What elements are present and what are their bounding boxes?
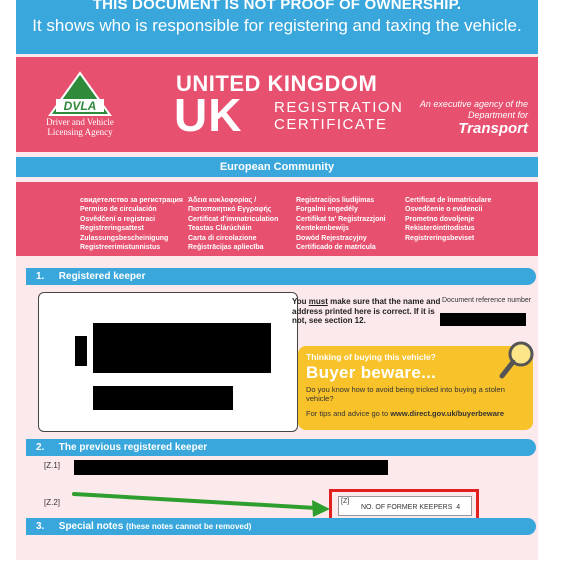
language-label: Zulassungsbescheinigung xyxy=(80,234,169,242)
former-keepers-value: 4 xyxy=(456,504,461,511)
title-registration: REGISTRATION xyxy=(274,99,404,116)
european-community-bar: European Community xyxy=(16,157,538,177)
language-label: Teastas Clárúcháin xyxy=(188,225,252,233)
title-certificate: CERTIFICATE xyxy=(274,116,388,133)
z2-label: [Z.2] xyxy=(44,498,61,507)
language-label: Πιστοποιητικό Εγγραφής xyxy=(188,206,272,214)
buyer-body: Do you know how to avoid being tricked into buying a stolen vehicle? xyxy=(306,385,505,403)
ownership-banner xyxy=(16,0,538,54)
language-label: Forgalmi engedély xyxy=(296,206,358,214)
agency-line-1: An executive agency of the xyxy=(419,99,528,109)
banner-line-2: It shows who is responsible for registering and taxing the vehicle. xyxy=(32,16,522,35)
language-label: Osvedčenie o evidencii xyxy=(405,206,483,214)
logo-caption-2: Licensing Agency xyxy=(47,127,113,137)
logo-text: DVLA xyxy=(63,99,97,113)
language-label: Registreringsbeviset xyxy=(405,234,475,242)
language-label: Permiso de circulación xyxy=(80,206,157,214)
section-2-header xyxy=(26,439,536,456)
language-label: Registreerimistunnistus xyxy=(80,244,161,252)
section-3-header xyxy=(26,518,536,535)
buyer-question: Thinking of buying this vehicle? xyxy=(306,352,436,362)
language-label: Osvědčení o registraci xyxy=(80,215,156,223)
redacted-name xyxy=(93,323,271,373)
redacted-previous-keeper xyxy=(74,460,388,475)
section-1-header xyxy=(26,268,536,285)
section-3-title: Special notes xyxy=(58,521,124,532)
language-label: Certifikat ta' Reġistrazzjoni xyxy=(296,215,386,223)
agency-text xyxy=(420,99,528,137)
language-label: Reģistrācijas apliecība xyxy=(188,244,264,252)
language-column-3 xyxy=(296,196,386,252)
language-label: Registreringsattest xyxy=(80,225,144,233)
language-label: Carta di circolazione xyxy=(188,234,257,242)
language-label: Rekisteröintitodistus xyxy=(405,225,475,233)
redacted-mark xyxy=(75,336,87,366)
section-3-subtitle: (these notes cannot be removed) xyxy=(126,522,252,531)
buyer-headline: Buyer beware... xyxy=(306,363,437,382)
buyer-tips xyxy=(306,409,525,418)
section-1-number: 1. xyxy=(36,271,45,282)
language-label: Certificat d'immatriculation xyxy=(188,215,279,223)
language-label: Kentekenbewijs xyxy=(296,225,349,233)
language-column-4 xyxy=(405,196,491,243)
language-label: Άδεια κυκλοφορίας / xyxy=(188,197,257,204)
section-1-title: Registered keeper xyxy=(58,271,146,282)
section-3-number: 3. xyxy=(36,521,45,532)
title-registration-certificate xyxy=(274,99,403,133)
keeper-address-box xyxy=(38,292,298,432)
dvla-triangle-icon xyxy=(48,71,112,117)
tips-pre: For tips and advice go to xyxy=(306,409,391,418)
language-label: Certificat de înmatriculare xyxy=(405,197,492,204)
magnifying-glass-icon xyxy=(497,338,537,384)
note-rest: make sure that the name and address printed here is correct. If it is not, see section 12. xyxy=(292,297,441,325)
language-block xyxy=(16,182,538,256)
language-label: свидетелство за регистрация xyxy=(80,197,183,204)
banner-line-1: THIS DOCUMENT IS NOT PROOF OF OWNERSHIP. xyxy=(92,0,462,13)
language-label: Registracijos liudijimas xyxy=(296,197,375,204)
language-label: Certificado de matrícula xyxy=(296,244,376,252)
agency-transport: Transport xyxy=(458,120,528,137)
section-2-number: 2. xyxy=(36,442,45,453)
language-column-2 xyxy=(188,196,278,252)
buyer-beware-box xyxy=(298,346,533,430)
language-label: Prometno dovoljenje xyxy=(405,215,475,223)
document-reference-label: Document reference number xyxy=(442,297,532,304)
certificate-header xyxy=(16,57,538,152)
former-keepers-field xyxy=(338,496,472,516)
section-2-title: The previous registered keeper xyxy=(58,442,208,453)
language-column-1 xyxy=(80,196,183,252)
logo-caption-1: Driver and Vehicle xyxy=(46,117,114,127)
note-must: must xyxy=(308,297,328,306)
title-uk: UK xyxy=(174,89,243,141)
registration-certificate xyxy=(16,0,538,560)
z-label: [Z] xyxy=(341,498,350,505)
former-keepers-label: NO. OF FORMER KEEPERS xyxy=(361,504,453,511)
buyer-beware-link[interactable]: www.direct.gov.uk/buyerbeware xyxy=(390,409,505,418)
keeper-check-note xyxy=(292,297,442,326)
language-label: Dowód Rejestracyjny xyxy=(296,234,367,242)
agency-line-2: Department for xyxy=(467,110,528,120)
redacted-document-reference xyxy=(440,313,526,326)
title-united-kingdom: UNITED KINGDOM xyxy=(176,71,378,96)
former-keepers-text xyxy=(361,504,460,511)
note-pre: You xyxy=(292,297,309,306)
dvla-logo xyxy=(38,71,122,137)
redacted-address xyxy=(93,386,233,410)
z1-label: [Z.1] xyxy=(44,461,61,470)
